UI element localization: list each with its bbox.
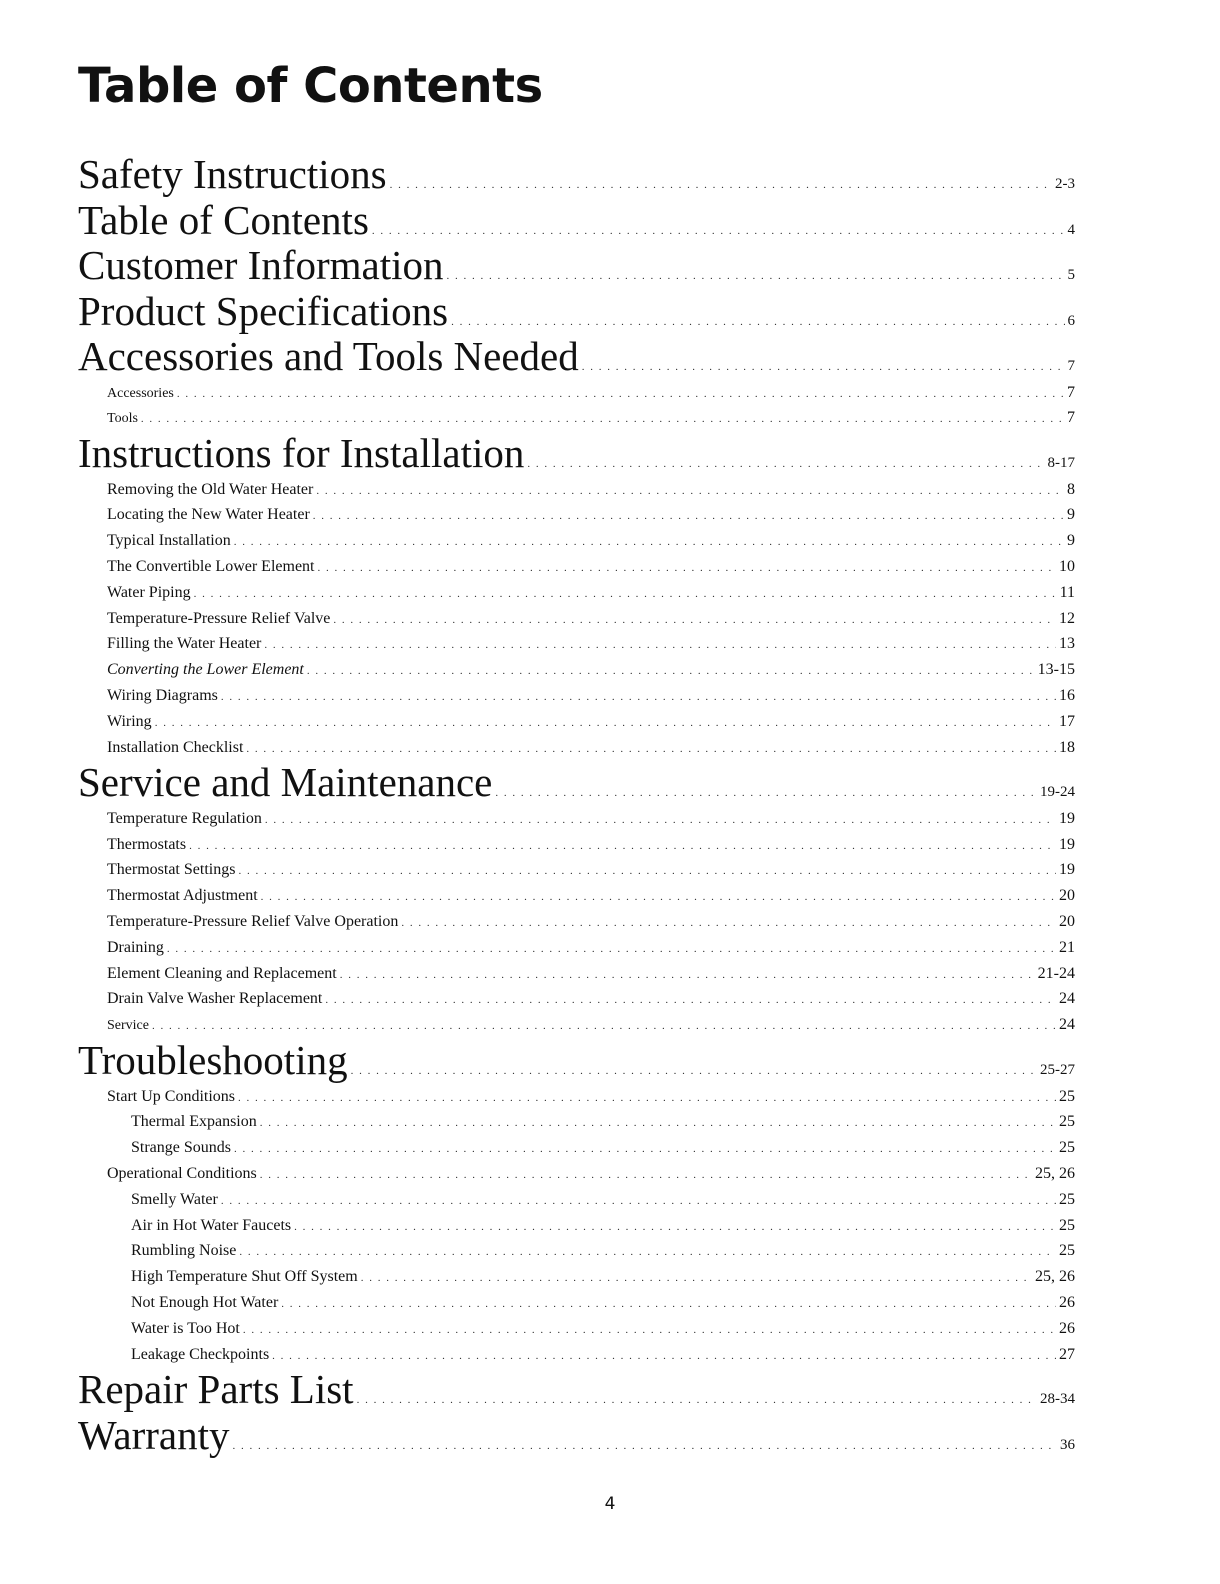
dot-leader xyxy=(238,859,1056,885)
dot-leader xyxy=(340,963,1035,989)
toc-entry-label: Water Piping xyxy=(107,583,191,601)
toc-subsubentry[interactable] xyxy=(78,1264,1075,1290)
toc-subentry[interactable] xyxy=(78,832,1075,858)
dot-leader xyxy=(167,937,1056,963)
toc-subsubentry[interactable] xyxy=(78,1290,1075,1316)
dot-leader xyxy=(238,1086,1056,1112)
toc-entry-page: 20 xyxy=(1059,913,1075,931)
toc-entry-page: 25 xyxy=(1059,1139,1075,1157)
toc-entry-label: Service and Maintenance xyxy=(78,759,493,806)
toc-entry-page: 21-24 xyxy=(1037,964,1075,982)
toc-subentry[interactable] xyxy=(78,631,1075,657)
toc-entry-label: Converting the Lower Element xyxy=(107,661,304,679)
toc-entry-label: Temperature-Pressure Relief Valve Operation xyxy=(107,913,399,931)
table-of-contents xyxy=(78,152,1075,1458)
toc-subentry[interactable] xyxy=(78,806,1075,832)
toc-subentry[interactable] xyxy=(78,709,1075,735)
toc-subentry[interactable] xyxy=(78,986,1075,1012)
toc-subsubentry[interactable] xyxy=(78,1213,1075,1239)
toc-entry-label: Temperature-Pressure Relief Valve xyxy=(107,609,331,627)
toc-entry-label: Instructions for Installation xyxy=(78,430,525,477)
toc-subentry[interactable] xyxy=(78,554,1075,580)
dot-leader xyxy=(447,254,1065,300)
dot-leader xyxy=(361,1266,1032,1292)
toc-entry-page: 25 xyxy=(1059,1087,1075,1105)
toc-entry-page: 11 xyxy=(1059,583,1075,601)
toc-entry-label: Wiring xyxy=(107,712,152,730)
dot-leader xyxy=(239,1240,1056,1266)
toc-subsubentry[interactable] xyxy=(78,1109,1075,1135)
toc-entry-label: Strange Sounds xyxy=(131,1139,231,1157)
dot-leader xyxy=(264,633,1056,659)
dot-leader xyxy=(294,1215,1056,1241)
toc-entry-page: 20 xyxy=(1059,887,1075,905)
toc-entry-label: Draining xyxy=(107,938,164,956)
toc-entry-page: 4 xyxy=(1067,221,1075,238)
toc-subentry[interactable] xyxy=(78,857,1075,883)
dot-leader xyxy=(325,988,1056,1014)
toc-entry-page: 7 xyxy=(1067,383,1075,401)
toc-entry-page: 27 xyxy=(1059,1345,1075,1363)
toc-entry-label: Safety Instructions xyxy=(78,151,387,197)
page-number: 4 xyxy=(604,1494,616,1514)
toc-entry-page: 8-17 xyxy=(1047,455,1075,472)
toc-entry-page: 36 xyxy=(1060,1436,1075,1453)
toc-subentry[interactable] xyxy=(78,528,1075,554)
dot-leader xyxy=(272,1344,1056,1370)
toc-subentry[interactable] xyxy=(78,1084,1075,1110)
toc-entry-service-and-maintenance[interactable] xyxy=(78,760,1075,806)
toc-entry-label: Leakage Checkpoints xyxy=(131,1345,270,1363)
toc-entry-page: 26 xyxy=(1059,1319,1075,1337)
toc-entry-label: Customer Information xyxy=(78,242,444,288)
toc-entry-page: 25, 26 xyxy=(1035,1268,1075,1286)
toc-entry-label: Air in Hot Water Faucets xyxy=(131,1216,292,1234)
toc-entry-troubleshooting[interactable] xyxy=(78,1038,1075,1084)
toc-subentry[interactable] xyxy=(78,735,1075,761)
toc-entry-label: Accessories and Tools Needed xyxy=(78,333,579,379)
toc-entry-label: High Temperature Shut Off System xyxy=(131,1268,358,1286)
dot-leader xyxy=(313,504,1064,530)
page-title: Table of Contents xyxy=(78,58,543,114)
dot-leader xyxy=(221,1189,1056,1215)
toc-entry-page: 21 xyxy=(1059,938,1075,956)
toc-entry-label: Thermal Expansion xyxy=(131,1113,257,1131)
toc-entry-page: 2-3 xyxy=(1055,176,1075,192)
dot-leader xyxy=(317,556,1056,582)
toc-entry-page: 19 xyxy=(1059,809,1075,827)
toc-entry-page: 8 xyxy=(1067,480,1075,498)
toc-entry-page: 7 xyxy=(1067,409,1075,427)
toc-entry-label: Installation Checklist xyxy=(107,738,244,756)
dot-leader xyxy=(261,885,1056,911)
toc-entry-label: Locating the New Water Heater xyxy=(107,506,310,524)
toc-entry-label: Tools xyxy=(107,411,138,427)
toc-entry-page: 25 xyxy=(1059,1113,1075,1131)
toc-entry-page: 24 xyxy=(1059,990,1075,1008)
toc-subentry[interactable] xyxy=(78,380,1075,406)
dot-leader xyxy=(307,659,1035,685)
toc-entry-page: 13 xyxy=(1059,635,1075,653)
toc-entry-label: Product Specifications xyxy=(78,287,449,334)
toc-entry-label: Rumbling Noise xyxy=(131,1242,237,1260)
toc-subsubentry[interactable] xyxy=(78,1135,1075,1161)
toc-entry-label: The Convertible Lower Element xyxy=(107,557,315,575)
dot-leader xyxy=(243,1318,1056,1344)
toc-entry-page: 19 xyxy=(1059,835,1075,853)
toc-entry-label: Repair Parts List xyxy=(78,1366,354,1413)
dot-leader xyxy=(234,530,1064,556)
toc-entry-repair-parts-list[interactable] xyxy=(78,1367,1075,1413)
toc-entry-label: Thermostats xyxy=(107,835,187,853)
toc-entry-page: 18 xyxy=(1059,738,1075,756)
toc-subentry[interactable] xyxy=(78,961,1075,987)
toc-entry-page: 7 xyxy=(1067,358,1075,374)
dot-leader xyxy=(177,382,1064,408)
toc-entry-label: Table of Contents xyxy=(78,196,369,243)
dot-leader xyxy=(194,582,1057,608)
toc-subentry[interactable] xyxy=(78,935,1075,961)
dot-leader xyxy=(260,1163,1032,1189)
toc-entry-label: Thermostat Adjustment xyxy=(107,887,258,905)
toc-subentry[interactable] xyxy=(78,909,1075,935)
toc-subentry[interactable] xyxy=(78,405,1075,431)
toc-subentry[interactable] xyxy=(78,606,1075,632)
toc-entry-label: Wiring Diagrams xyxy=(107,686,218,704)
toc-entry-page: 12 xyxy=(1059,609,1075,627)
toc-entry-label: Thermostat Settings xyxy=(107,861,236,879)
toc-entry-label: Operational Conditions xyxy=(107,1164,257,1182)
toc-subsubentry[interactable] xyxy=(78,1238,1075,1264)
toc-entry-page: 25 xyxy=(1059,1190,1075,1208)
toc-entry-page: 19-24 xyxy=(1040,784,1075,801)
toc-entry-page: 9 xyxy=(1067,532,1075,550)
toc-entry-label: Element Cleaning and Replacement xyxy=(107,964,337,982)
toc-entry-page: 26 xyxy=(1059,1293,1075,1311)
dot-leader xyxy=(234,1137,1056,1163)
dot-leader xyxy=(316,479,1064,505)
toc-entry-label: Start Up Conditions xyxy=(107,1087,236,1105)
toc-subentry[interactable] xyxy=(78,580,1075,606)
dot-leader xyxy=(401,911,1056,937)
toc-entry-label: Accessories xyxy=(107,385,174,401)
dot-leader xyxy=(265,808,1056,834)
dot-leader xyxy=(155,711,1056,737)
toc-entry-page: 17 xyxy=(1059,712,1075,730)
toc-entry-page: 5 xyxy=(1067,267,1075,283)
toc-subentry[interactable] xyxy=(78,502,1075,528)
dot-leader xyxy=(189,834,1056,860)
dot-leader xyxy=(372,209,1065,255)
toc-subsubentry[interactable] xyxy=(78,1187,1075,1213)
toc-subentry[interactable] xyxy=(78,1161,1075,1187)
toc-entry-label: Smelly Water xyxy=(131,1190,218,1208)
toc-entry-instructions-for-installation[interactable] xyxy=(78,431,1075,477)
toc-entry-label: Water is Too Hot xyxy=(131,1319,240,1337)
toc-entry-page: 25, 26 xyxy=(1035,1164,1075,1182)
toc-entry-label: Troubleshooting xyxy=(78,1037,348,1084)
toc-entry-page: 28-34 xyxy=(1040,1391,1075,1408)
toc-entry-label: Drain Valve Washer Replacement xyxy=(107,990,323,1008)
toc-entry-label: Warranty xyxy=(78,1411,230,1458)
toc-entry-page: 16 xyxy=(1059,686,1075,704)
toc-entry-page: 13-15 xyxy=(1037,661,1075,679)
toc-entry-page: 25 xyxy=(1059,1216,1075,1234)
toc-entry-label: Removing the Old Water Heater xyxy=(107,480,314,498)
toc-subsubentry[interactable] xyxy=(78,1316,1075,1342)
toc-subentry[interactable] xyxy=(78,1012,1075,1038)
toc-entry-page: 24 xyxy=(1059,1016,1075,1034)
toc-subentry[interactable] xyxy=(78,657,1075,683)
toc-entry-label: Service xyxy=(107,1018,149,1034)
toc-entry-label: Filling the Water Heater xyxy=(107,635,262,653)
dot-leader xyxy=(233,1424,1057,1470)
toc-subentry[interactable] xyxy=(78,683,1075,709)
dot-leader xyxy=(281,1292,1056,1318)
toc-entry-label: Temperature Regulation xyxy=(107,809,262,827)
dot-leader xyxy=(260,1111,1056,1137)
toc-subsubentry[interactable] xyxy=(78,1342,1075,1368)
toc-entry-label: Not Enough Hot Water xyxy=(131,1293,279,1311)
toc-entry-page: 9 xyxy=(1067,506,1075,524)
dot-leader xyxy=(221,685,1056,711)
toc-subentry[interactable] xyxy=(78,477,1075,503)
toc-entry-page: 6 xyxy=(1067,312,1075,329)
dot-leader xyxy=(333,608,1056,634)
dot-leader xyxy=(357,1378,1037,1424)
toc-entry-page: 25-27 xyxy=(1040,1062,1075,1079)
toc-entry-label: Typical Installation xyxy=(107,532,231,550)
toc-entry-safety-instructions[interactable] xyxy=(78,152,1075,198)
dot-leader xyxy=(390,163,1052,209)
toc-entry-page: 25 xyxy=(1059,1242,1075,1260)
toc-entry-page: 19 xyxy=(1059,861,1075,879)
toc-subentry[interactable] xyxy=(78,883,1075,909)
toc-entry-page: 10 xyxy=(1059,557,1075,575)
